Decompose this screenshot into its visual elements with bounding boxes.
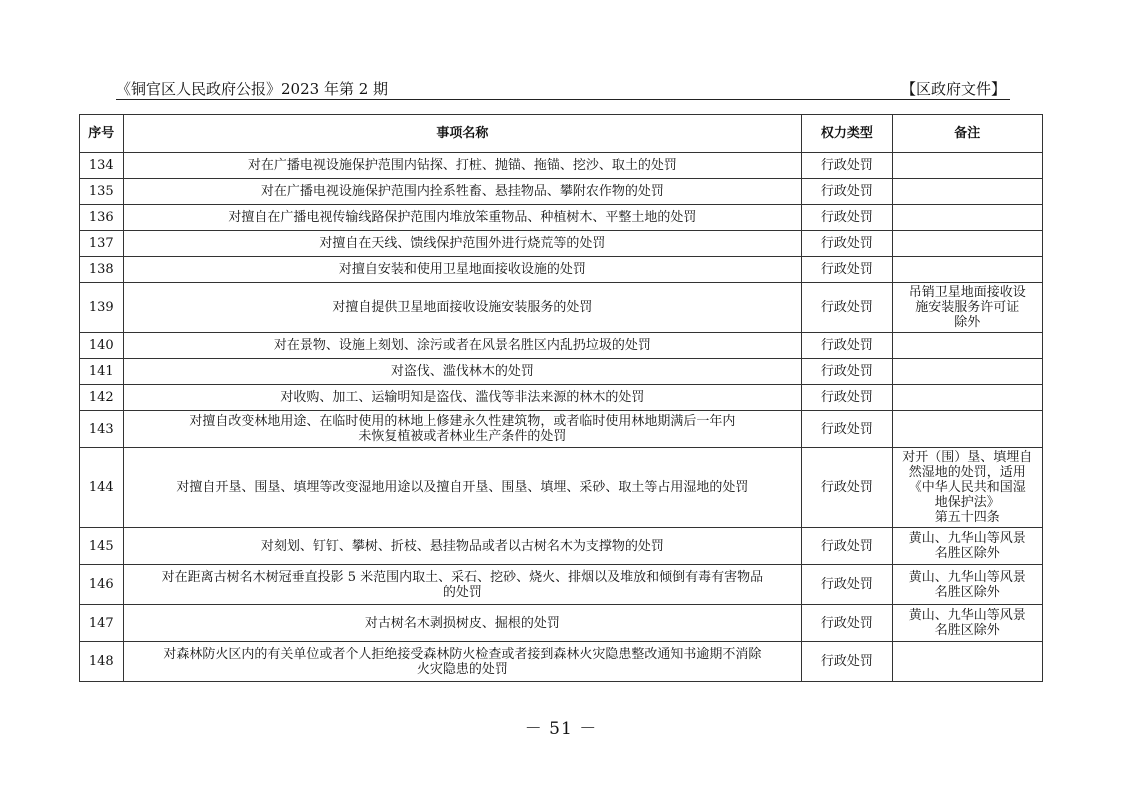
row-item-name-cell: 对盗伐、滥伐林木的处罚: [123, 359, 802, 385]
row-index-cell: 139: [80, 283, 124, 333]
row-remarks-cell: [892, 153, 1042, 179]
table-row: [80, 642, 1043, 682]
row-item-name-cell: 对古树名木剥损树皮、掘根的处罚: [123, 605, 802, 642]
column-header-index: 序号: [80, 115, 124, 153]
row-remarks-cell: 吊销卫星地面接收设 施安装服务许可证 除外: [892, 283, 1042, 333]
row-power-type-cell: 行政处罚: [802, 257, 892, 283]
row-index-cell: 145: [80, 528, 124, 565]
row-item-name-cell: 对擅自改变林地用途、在临时使用的林地上修建永久性建筑物，或者临时使用林地期满后一年内 未恢复植被或者林业生产条件的处罚: [123, 411, 802, 448]
column-header-remarks: 备注: [892, 115, 1042, 153]
row-index-cell: 137: [80, 231, 124, 257]
row-power-type-cell: 行政处罚: [802, 179, 892, 205]
row-index-cell: 136: [80, 205, 124, 231]
row-item-name-cell: 对擅自在天线、馈线保护范围外进行烧荒等的处罚: [123, 231, 802, 257]
table-row: [80, 605, 1043, 642]
row-remarks-cell: 黄山、九华山等风景 名胜区除外: [892, 605, 1042, 642]
table-row: [80, 448, 1043, 528]
row-power-type-cell: 行政处罚: [802, 283, 892, 333]
table-row: [80, 283, 1043, 333]
row-power-type-cell: 行政处罚: [802, 385, 892, 411]
row-power-type-cell: 行政处罚: [802, 231, 892, 257]
row-item-name-cell: 对在广播电视设施保护范围内拴系牲畜、悬挂物品、攀附农作物的处罚: [123, 179, 802, 205]
row-power-type-cell: 行政处罚: [802, 528, 892, 565]
row-remarks-cell: [892, 411, 1042, 448]
row-item-name-cell: 对擅自提供卫星地面接收设施安装服务的处罚: [123, 283, 802, 333]
row-item-name-cell: 对在距离古树名木树冠垂直投影 5 米范围内取土、采石、挖砂、烧火、排烟以及堆放和倾倒有毒有害物品 的处罚: [123, 565, 802, 605]
page-header: [116, 78, 1006, 100]
row-index-cell: 147: [80, 605, 124, 642]
row-index-cell: 138: [80, 257, 124, 283]
table-row: [80, 528, 1043, 565]
table-header-row: [80, 115, 1043, 153]
row-power-type-cell: 行政处罚: [802, 605, 892, 642]
table-row: [80, 231, 1043, 257]
header-section-label: 【区政府文件】: [900, 80, 1006, 98]
table-row: [80, 385, 1043, 411]
row-index-cell: 142: [80, 385, 124, 411]
table-row: [80, 333, 1043, 359]
row-item-name-cell: 对收购、加工、运输明知是盗伐、滥伐等非法来源的林木的处罚: [123, 385, 802, 411]
header-divider: [116, 99, 1010, 100]
row-remarks-cell: [892, 257, 1042, 283]
header-publication-title: 《铜官区人民政府公报》2023 年第 2 期: [116, 80, 389, 98]
row-item-name-cell: 对擅自开垦、围垦、填埋等改变湿地用途以及擅自开垦、围垦、填埋、采砂、取土等占用湿地的处罚: [123, 448, 802, 528]
row-index-cell: 135: [80, 179, 124, 205]
row-power-type-cell: 行政处罚: [802, 565, 892, 605]
row-power-type-cell: 行政处罚: [802, 153, 892, 179]
row-power-type-cell: 行政处罚: [802, 642, 892, 682]
table-row: [80, 257, 1043, 283]
row-power-type-cell: 行政处罚: [802, 411, 892, 448]
row-remarks-cell: [892, 385, 1042, 411]
row-remarks-cell: 黄山、九华山等风景 名胜区除外: [892, 565, 1042, 605]
row-item-name-cell: 对在景物、设施上刻划、涂污或者在风景名胜区内乱扔垃圾的处罚: [123, 333, 802, 359]
power-list-table: [79, 114, 1043, 682]
row-remarks-cell: [892, 231, 1042, 257]
table-row: [80, 205, 1043, 231]
row-remarks-cell: [892, 333, 1042, 359]
row-index-cell: 134: [80, 153, 124, 179]
row-index-cell: 141: [80, 359, 124, 385]
table-row: [80, 179, 1043, 205]
row-index-cell: 148: [80, 642, 124, 682]
row-power-type-cell: 行政处罚: [802, 448, 892, 528]
table-row: [80, 411, 1043, 448]
row-remarks-cell: [892, 179, 1042, 205]
table-row: [80, 359, 1043, 385]
row-item-name-cell: 对在广播电视设施保护范围内钻探、打桩、抛锚、拖锚、挖沙、取土的处罚: [123, 153, 802, 179]
row-remarks-cell: [892, 359, 1042, 385]
row-index-cell: 143: [80, 411, 124, 448]
row-index-cell: 144: [80, 448, 124, 528]
page-number: － 51 －: [524, 719, 598, 739]
row-index-cell: 146: [80, 565, 124, 605]
row-power-type-cell: 行政处罚: [802, 333, 892, 359]
row-item-name-cell: 对刻划、钉钉、攀树、折枝、悬挂物品或者以古树名木为支撑物的处罚: [123, 528, 802, 565]
row-power-type-cell: 行政处罚: [802, 359, 892, 385]
row-remarks-cell: 黄山、九华山等风景 名胜区除外: [892, 528, 1042, 565]
row-item-name-cell: 对擅自安装和使用卫星地面接收设施的处罚: [123, 257, 802, 283]
column-header-item-name: 事项名称: [123, 115, 802, 153]
table-row: [80, 565, 1043, 605]
row-remarks-cell: [892, 205, 1042, 231]
row-item-name-cell: 对森林防火区内的有关单位或者个人拒绝接受森林防火检查或者接到森林火灾隐患整改通知书逾期不消除 火灾隐患的处罚: [123, 642, 802, 682]
row-item-name-cell: 对擅自在广播电视传输线路保护范围内堆放笨重物品、种植树木、平整土地的处罚: [123, 205, 802, 231]
row-index-cell: 140: [80, 333, 124, 359]
table-row: [80, 153, 1043, 179]
row-remarks-cell: [892, 642, 1042, 682]
column-header-power-type: 权力类型: [802, 115, 892, 153]
row-power-type-cell: 行政处罚: [802, 205, 892, 231]
row-remarks-cell: 对开（围）垦、填埋自 然湿地的处罚，适用 《中华人民共和国湿 地保护法》 第五十四条: [892, 448, 1042, 528]
